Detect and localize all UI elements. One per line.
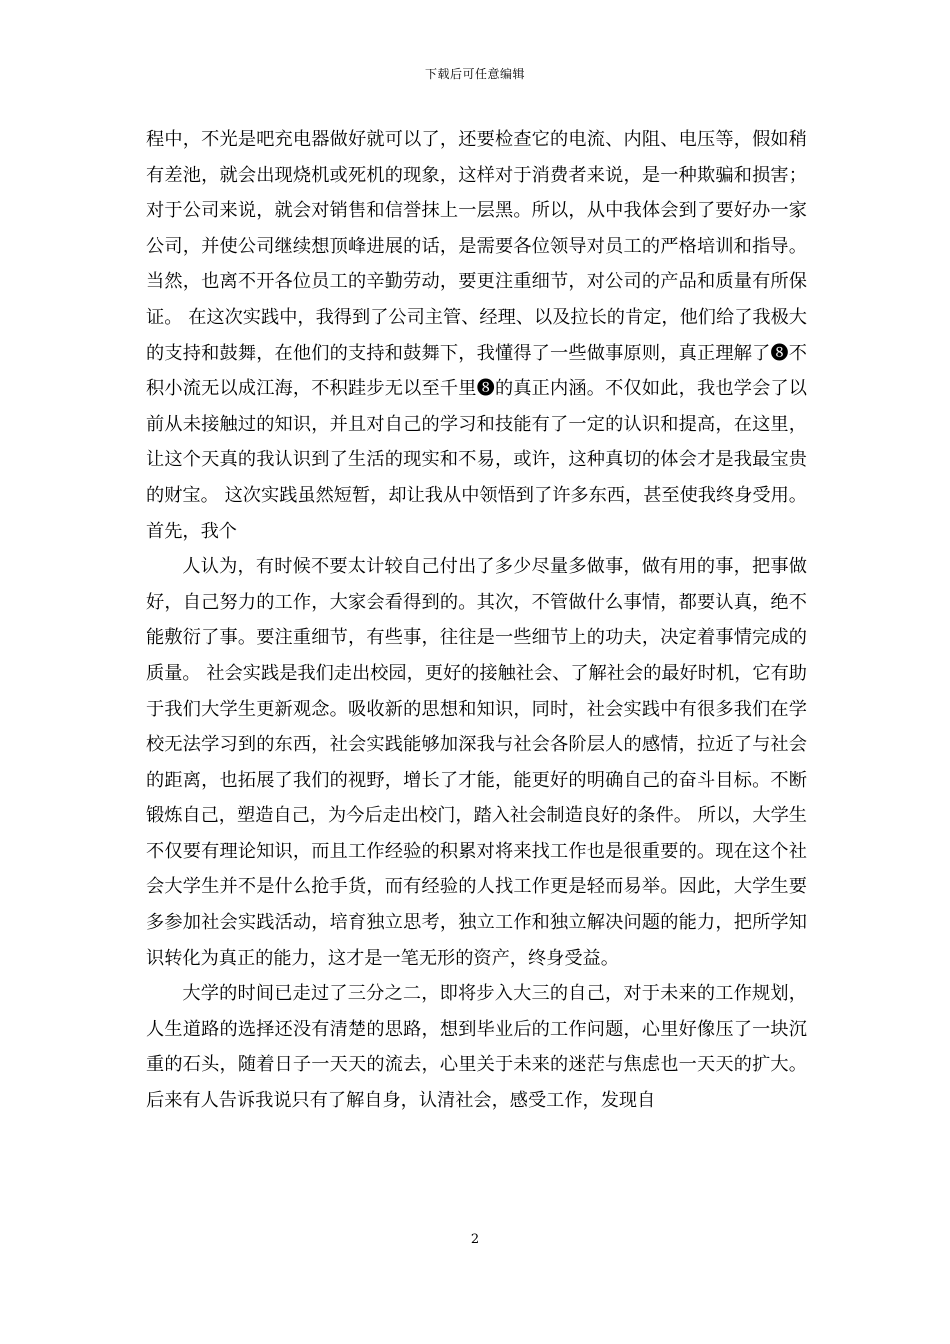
paragraph-2: 人认为，有时候不要太计较自己付出了多少尽量多做事，做有用的事，把事做好，自己努力的工作，大家会看得到的。其次，不管做什么事情，都要认真，绝不能敷衍了事。要注重细节，有些事，往往是一些细节上的功夫，决定着事情完成的质量。 社会实践是我们走出校园，更好的接触社会、了解社会的最好时机，它有助于我们大学生更新观念。吸收新的思想和知识，同时，社会实践中有很多我们在学校无法学习到的东西，社会实践能够加深我与社会各阶层人的感情，拉近了与社会的距离，也拓展了我们的视野，增长了才能，能更好的明确自己的奋斗目标。不断锻炼自己，塑造自己，为今后走出校门，踏入社会制造良好的条件。 所以，大学生不仅要有理论知识，而且工作经验的积累对将来找工作也是很重要的。现在这个社会大学生并不是什么抢手货，而有经验的人找工作更是轻而易举。因此，大学生要多参加社会实践活动，培育独立思考，独立工作和独立解决问题的能力，把所学知识转化为真正的能力，这才是一笔无形的资产，终身受益。 bbox=[146, 556, 807, 969]
paragraph-1: 程中，不光是吧充电器做好就可以了，还要检查它的电流、内阻、电压等，假如稍有差池，就会出现烧机或死机的现象，这样对于消费者来说，是一种欺骗和损害；对于公司来说，就会对销售和信誉抹上一层黑。所以，从中我体会到了要好办一家公司，并使公司继续想顶峰进展的话，是需要各位领导对员工的严格培训和指导。当然，也离不开各位员工的辛勤劳动，要更注重细节，对公司的产品和质量有所保证。 在这次实践中，我得到了公司主管、经理、以及拉长的肯定，他们给了我极大的支持和鼓舞，在他们的支持和鼓舞下，我懂得了一些做事原则，真正理解了❽不积小流无以成江海，不积跬步无以至千里❽的真正内涵。不仅如此，我也学会了以前从未接触过的知识，并且对自己的学习和技能有了一定的认识和提高，在这里，让这个天真的我认识到了生活的现实和不易，或许，这种真切的体会才是我最宝贵的财宝。 这次实践虽然短暂，却让我从中领悟到了许多东西，甚至使我终身受用。首先，我个 bbox=[146, 129, 807, 542]
page-number: 2 bbox=[470, 1232, 480, 1247]
document-body bbox=[146, 122, 807, 1119]
paragraph-3: 大学的时间已走过了三分之二，即将步入大三的自己，对于未来的工作规划，人生道路的选择还没有清楚的思路，想到毕业后的工作问题，心里好像压了一块沉重的石头，随着日子一天天的流去，心里关于未来的迷茫与焦虑也一天天的扩大。后来有人告诉我说只有了解自身，认清社会，感受工作，发现自 bbox=[146, 983, 807, 1112]
page-header-note: 下载后可任意编辑 bbox=[424, 67, 525, 81]
